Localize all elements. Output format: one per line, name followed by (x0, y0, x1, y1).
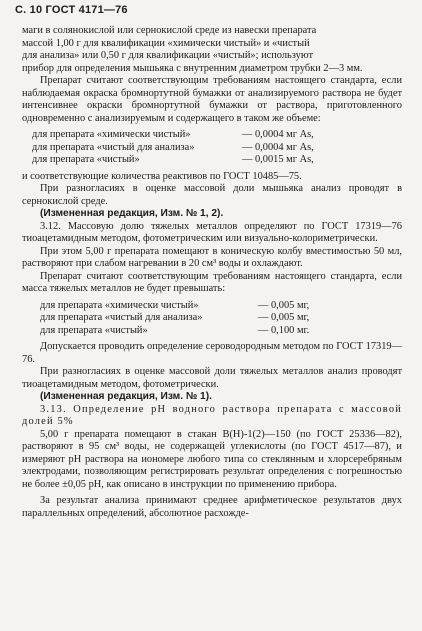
list-item-label: для препарата «химически чистый» (40, 299, 199, 311)
paragraph: При разногласиях в оценке массовой доли мышьяка анализ проводят в сернокислой среде. (22, 183, 402, 207)
paragraph: 5,00 г препарата помещают в стакан В(Н)-1(2)—150 (по ГОСТ 25336—82), растворяют в 95 см³ воды, не содержащей углекислоты (по ГОСТ 4517—87), и измеряют pH раствора на иономере любого типа со стеклянным и хлорсеребряным электродами, позволяющим регистрировать результат определения с погрешностью не более ±0,05 pH, как описано в инструкции по применению прибора. (22, 428, 402, 490)
list-item-value: — 0,005 мг, (258, 312, 310, 323)
arsenic-list (22, 129, 402, 167)
paragraph: массой 1,00 г для квалификации «химически чистый» и «чистый (22, 37, 310, 49)
list-item (22, 154, 402, 167)
list-item (22, 325, 402, 338)
list-item (22, 142, 402, 155)
list-item (22, 300, 402, 313)
metals-list (22, 300, 402, 338)
paragraph: маги в солянокислой или сернокислой среде из навески препарата (22, 25, 317, 36)
list-item-label: для препарата «чистый» (32, 154, 140, 165)
list-item-value: — 0,005 мг, (258, 299, 310, 311)
list-item-value: — 0,0015 мг As, (242, 154, 314, 165)
paragraph: При разногласиях в оценке массовой доли тяжелых металлов анализ проводят тиоацетамидным методом, фотометрически. (22, 366, 402, 390)
amendment-note: (Измененная редакция, Изм. № 1, 2). (40, 208, 224, 219)
paragraph: Допускается проводить определение сероводородным методом по ГОСТ 17319—76. (22, 341, 402, 365)
list-item-label: для препарата «химически чистый» (32, 129, 191, 140)
paragraph: и соответствующие количества реактивов по ГОСТ 10485—75. (22, 170, 302, 182)
paragraph: При этом 5,00 г препарата помещают в коническую колбу вместимостью 50 мл, растворяют при слабом нагревании в 20 см³ воды и охлаждают. (22, 245, 402, 269)
list-item-label: для препарата «чистый для анализа» (40, 312, 203, 323)
list-item-value: — 0,0004 мг As, (242, 141, 314, 153)
document-body (22, 25, 402, 520)
page-header: С. 10 ГОСТ 4171—76 (15, 4, 128, 16)
section-3-12: 3.12. Массовую долю тяжелых металлов определяют по ГОСТ 17319—76 тиоацетамидным методом, фотометрическим или визуально-колориметрически. (22, 220, 402, 244)
paragraph: За результат анализа принимают среднее арифметическое результатов двух параллельных определений, абсолютное расхожде- (22, 495, 402, 519)
paragraph: прибор для определения мышьяка с внутренним диаметром трубки 2—3 мм. (22, 62, 363, 74)
paragraph: Препарат считают соответствующим требованиям настоящего стандарта, если наблюдаемая окраска бромнортутной бумажки от анализируемого раствора не будет интенсивнее окраски бромнортутной бумажки от раствора, приготовленного одновременно с анализируемым и содержащего в таком же объеме: (22, 75, 402, 124)
list-item-value: — 0,100 мг. (258, 324, 310, 336)
list-item-label: для препарата «чистый» (40, 324, 148, 336)
list-item (22, 129, 402, 142)
paragraph: Препарат считают соответствующим требованиям настоящего стандарта, если масса тяжелых металлов не будет превышать: (22, 270, 402, 294)
section-3-13-title: 3.13. Определение pH водного раствора препарата с массовой долей 5% (22, 403, 402, 427)
amendment-note: (Измененная редакция, Изм. № 1). (40, 391, 212, 402)
list-item-label: для препарата «чистый для анализа» (32, 141, 195, 153)
list-item (22, 312, 402, 325)
paragraph: для анализа» или 0,50 г для квалификации «чистый»; используют (22, 50, 314, 61)
list-item-value: — 0,0004 мг As, (242, 129, 314, 140)
